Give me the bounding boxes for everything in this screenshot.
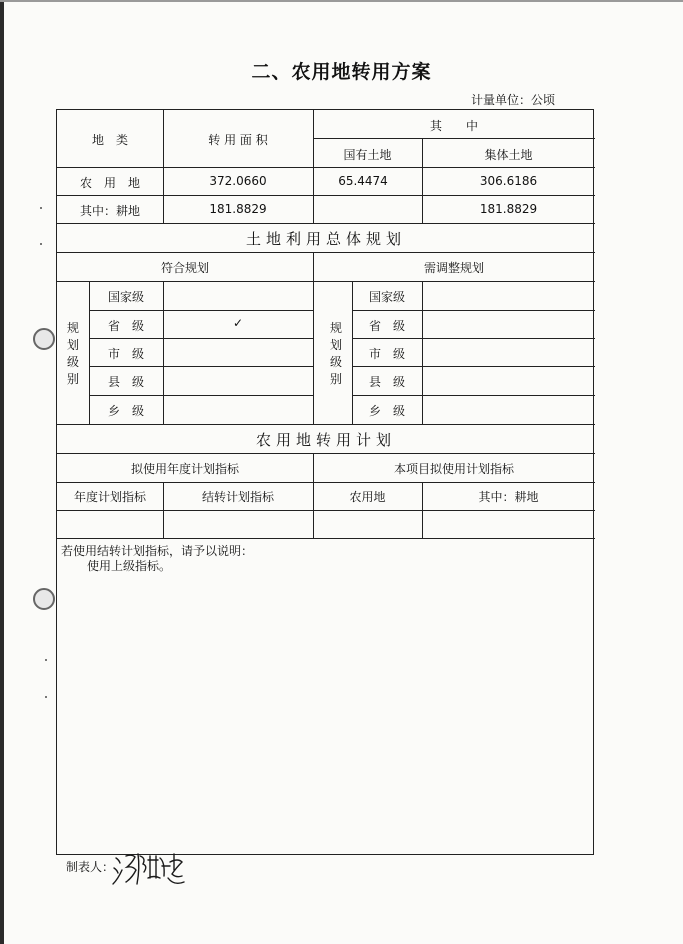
table-line bbox=[89, 395, 313, 396]
row-farmland-area: 372.0660 bbox=[209, 174, 267, 188]
compliant-level-city: 市 级 bbox=[107, 347, 144, 361]
compliant-mark-province: ✓ bbox=[232, 316, 244, 330]
adjust-level-city: 市 级 bbox=[368, 347, 405, 361]
table-line bbox=[57, 538, 595, 539]
table-line bbox=[352, 310, 595, 311]
table-line bbox=[57, 482, 595, 483]
header-state-land: 国有土地 bbox=[343, 148, 392, 162]
row-cultivated-collective: 181.8829 bbox=[479, 202, 538, 216]
header-collective-land: 集体土地 bbox=[484, 148, 533, 162]
header-land-type: 地 类 bbox=[91, 133, 128, 147]
table-line bbox=[352, 338, 595, 339]
carryover-note-prompt: 若使用结转计划指标，请予以说明： bbox=[61, 544, 254, 558]
project-indicator-heading: 本项目拟使用计划指标 bbox=[393, 462, 514, 476]
compliant-level-label: 规划级别 bbox=[66, 321, 79, 386]
table-line bbox=[352, 366, 595, 367]
scan-speck bbox=[40, 207, 42, 209]
compliant-level-county: 县 级 bbox=[107, 375, 144, 389]
adjust-level-province: 省 级 bbox=[368, 319, 405, 333]
table-line bbox=[89, 366, 313, 367]
table-line bbox=[352, 395, 595, 396]
plan-indicator-heading: 拟使用年度计划指标 bbox=[130, 462, 239, 476]
scan-left-edge bbox=[0, 0, 4, 944]
page-title: 二、农用地转用方案 bbox=[251, 61, 432, 83]
annual-indicator-heading: 年度计划指标 bbox=[73, 490, 146, 504]
table-line bbox=[57, 223, 595, 224]
row-cultivated-label: 其中：耕地 bbox=[79, 204, 140, 218]
conversion-section-title: 农用地转用计划 bbox=[255, 431, 396, 449]
table-line bbox=[57, 424, 595, 425]
scan-top-edge bbox=[0, 0, 683, 2]
adjust-level-label: 规划级别 bbox=[329, 321, 342, 386]
planning-compliant-heading: 符合规划 bbox=[160, 261, 209, 275]
preparer-label: 制表人： bbox=[66, 860, 115, 874]
table-line bbox=[57, 195, 595, 196]
binder-hole bbox=[33, 588, 55, 610]
row-farmland-state: 65.4474 bbox=[338, 174, 388, 188]
table-line bbox=[89, 338, 313, 339]
conversion-table bbox=[56, 109, 594, 855]
scan-speck bbox=[40, 243, 42, 245]
compliant-level-province: 省 级 bbox=[107, 319, 144, 333]
table-line bbox=[57, 281, 595, 282]
planning-section-title: 土地利用总体规划 bbox=[245, 230, 406, 248]
scan-speck bbox=[45, 696, 47, 698]
header-area: 转 用 面 积 bbox=[208, 133, 268, 147]
adjust-level-county: 县 级 bbox=[368, 375, 405, 389]
row-farmland-label: 农 用 地 bbox=[79, 176, 140, 190]
preparer-signature bbox=[110, 848, 190, 898]
adjust-level-national: 国家级 bbox=[368, 290, 405, 304]
table-line bbox=[57, 510, 595, 511]
adjust-level-township: 乡 级 bbox=[368, 404, 405, 418]
binder-hole bbox=[33, 328, 55, 350]
measurement-unit: 计量单位：公顷 bbox=[470, 93, 555, 107]
planning-adjust-heading: 需调整规划 bbox=[423, 261, 484, 275]
table-line bbox=[57, 167, 595, 168]
table-line bbox=[313, 138, 595, 139]
table-line bbox=[313, 252, 314, 424]
scan-speck bbox=[45, 659, 47, 661]
carryover-indicator-heading: 结转计划指标 bbox=[201, 490, 274, 504]
row-farmland-collective: 306.6186 bbox=[479, 174, 538, 188]
table-line bbox=[422, 281, 423, 424]
cultivated-indicator-heading: 其中：耕地 bbox=[478, 490, 539, 504]
row-cultivated-area: 181.8829 bbox=[209, 202, 267, 216]
carryover-note-text: 使用上级指标。 bbox=[87, 559, 172, 573]
compliant-level-national: 国家级 bbox=[107, 290, 144, 304]
table-line bbox=[57, 252, 595, 253]
compliant-level-township: 乡 级 bbox=[107, 404, 144, 418]
header-of-which: 其 中 bbox=[429, 119, 478, 133]
table-line bbox=[163, 281, 164, 424]
farmland-indicator-heading: 农用地 bbox=[349, 490, 386, 504]
table-line bbox=[89, 310, 313, 311]
table-line bbox=[57, 453, 595, 454]
